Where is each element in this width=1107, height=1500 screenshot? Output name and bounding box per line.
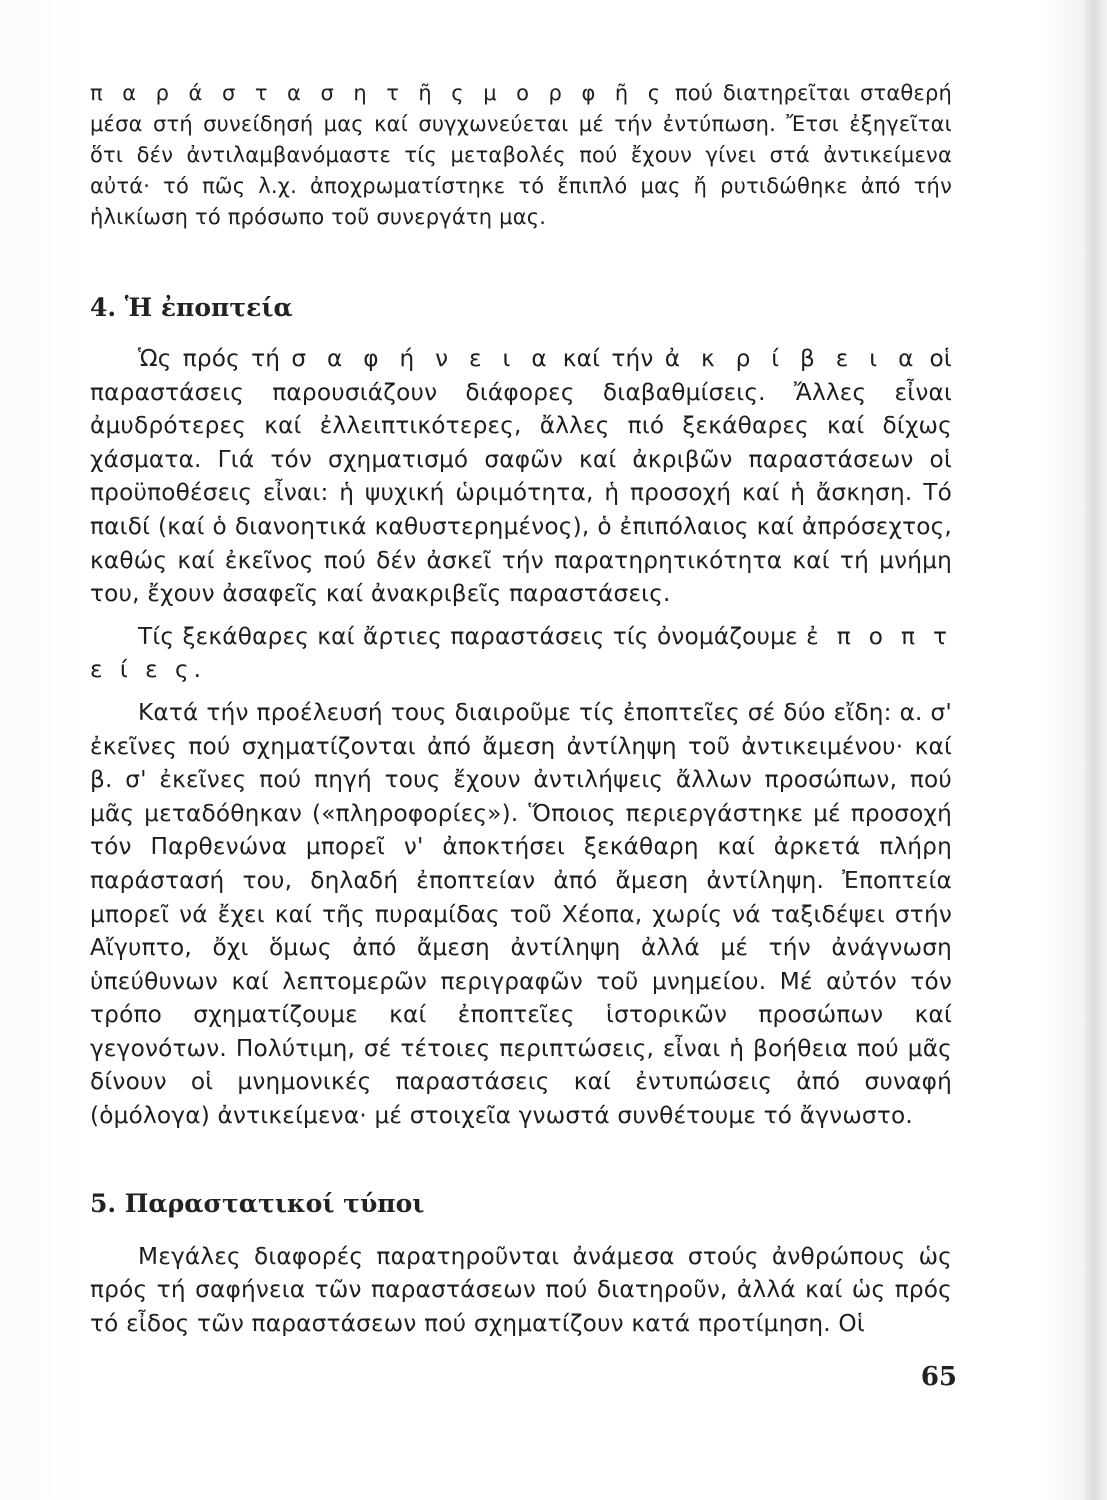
spaced-term: ἐ π ο π τ ε ί ε ς <box>90 622 952 684</box>
section-4-paragraph-2: Τίς ξεκάθαρες καί ἄρτιες παραστάσεις τίς ὀνομάζουμε ἐ π ο π τ ε ί ε ς. <box>90 622 952 684</box>
section-4-heading: 4. Ἡ ἐποπτεία <box>90 293 293 322</box>
spaced-term: σ α φ ή ν ε ι α <box>291 345 552 372</box>
spaced-term: π α ρ ά σ τ α σ η τ ῆ ς μ ο ρ φ ῆ ς <box>90 81 666 105</box>
page-content <box>90 78 952 1340</box>
section-4-paragraph-3: Κατά τήν προέλευσή τους διαιροῦμε τίς ἐποπτεῖες σέ δύο εἴδη: α. σ' ἐκεῖνες πού σχηματίζονται ἀπό ἄμεση ἀντίληψη τοῦ ἀντικειμένου· καί β. σ' ἐκεῖνες πού πηγή τους ἔχουν ἀντιλήψεις ἄλλων προσώπων, πού μᾶς μεταδόθηκαν («πληροφορίες»). Ὅποιος περιεργάστηκε μέ προσοχή τόν Παρθενώνα μπορεῖ ν' ἀποκτήσει ξεκάθαρη καί ἀρκετά πλήρη παράστασή του, δηλαδή ἐποπτείαν ἀπό ἄμεση ἀντίληψη. Ἐποπτεία μπορεῖ νά ἔχει καί τῆς πυραμίδας τοῦ Χέοπα, χωρίς νά ταξιδέψει στήν Αἴγυπτο, ὄχι ὅμως ἀπό ἄμεση ἀντίληψη ἀλλά μέ τήν ἀνάγνωση ὑπεύθυνων καί λεπτομερῶν περιγραφῶν τοῦ μνημείου. Μέ αὐτόν τόν τρόπο σχηματίζουμε καί ἐποπτεῖες ἱστορικῶν προσώπων καί γεγονότων. Πολύτιμη, σέ τέτοιες περιπτώσεις, εἶναι ἡ βοήθεια πού μᾶς δίνουν οἱ μνημονικές παραστάσεις καί ἐντυπώσεις ἀπό συναφή (ὁμόλογα) ἀντικείμενα· μέ στοιχεῖα γνωστά συνθέτουμε τό ἄγνωστο. <box>90 698 952 1130</box>
page-number: 65 <box>920 1362 957 1392</box>
spaced-term: ἀ κ ρ ί β ε ι α <box>664 345 919 372</box>
section-5-heading: 5. Παραστατικοί τύποι <box>90 1188 425 1218</box>
section-4-paragraph-1: Ὡς πρός τή σ α φ ή ν ε ι α καί τήν ἀ κ ρ ί β ε ι α οἱ παραστάσεις παρουσιάζουν διάφορες διαβαθμίσεις. Ἄλλες εἶναι ἀμυδρότερες καί ἐλλειπτικότερες, ἄλλες πιό ξεκάθαρες καί δίχως χάσματα. Γιά τόν σχηματισμό σαφῶν καί ἀκριβῶν παραστάσεων οἱ προϋποθέσεις εἶναι: ἡ ψυχική ὡριμότητα, ἡ προσοχή καί ἡ ἄσκηση. Τό παιδί (καί ὁ διανοητικά καθυστερημένος), ὁ ἐπιπόλαιος καί ἀπρόσεχτος, καθώς καί ἐκεῖνος πού δέν ἀσκεῖ τήν παρατηρητικότητα καί τή μνήμη του, ἔχουν ἀσαφεῖς καί ἀνακριβεῖς παραστάσεις. <box>90 345 952 608</box>
intro-paragraph: π α ρ ά σ τ α σ η τ ῆ ς μ ο ρ φ ῆ ς πού διατηρεῖται σταθερή μέσα στή συνείδησή μας καί συγχωνεύεται μέ τήν ἐντύπωση. Ἔτσι ἐξηγεῖται ὅτι δέν ἀντιλαμβανόμαστε τίς μεταβολές πού ἔχουν γίνει στά ἀντικείμενα αὐτά· τό πῶς λ.χ. ἀποχρωματίστηκε τό ἔπιπλό μας ἤ ρυτιδώθηκε ἀπό τήν ἡλικίωση τό πρόσωπο τοῦ συνεργάτη μας. <box>90 81 953 229</box>
page-edge-shadow <box>1085 0 1107 1500</box>
section-5-paragraph-1: Μεγάλες διαφορές παρατηροῦνται ἀνάμεσα στούς ἀνθρώπους ὡς πρός τή σαφήνεια τῶν παραστάσεων πού διατηροῦν, ἀλλά καί ὡς πρός τό εἶδος τῶν παραστάσεων πού σχηματίζουν κατά προτίμηση. Οἱ <box>90 1242 952 1337</box>
